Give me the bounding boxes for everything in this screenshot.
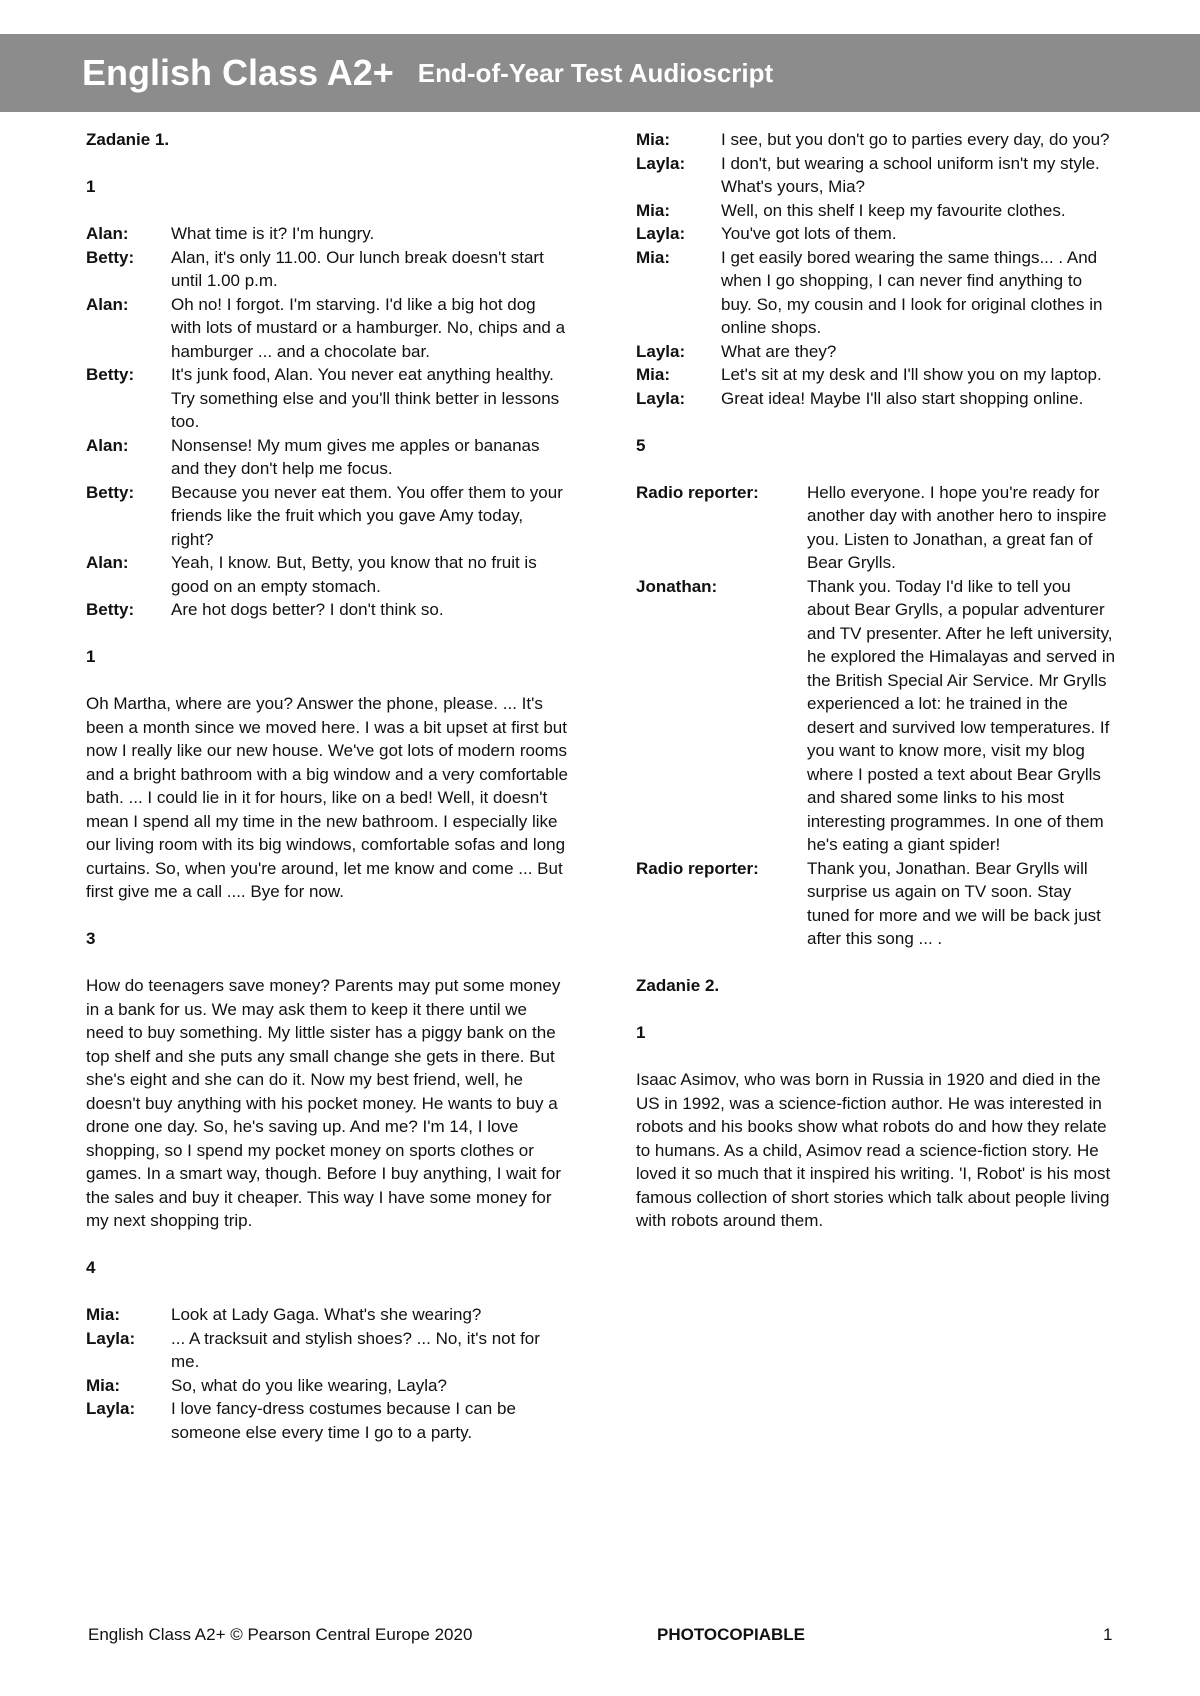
speech-text: I don't, but wearing a school uniform isn't my style. What's yours, Mia? (721, 153, 1100, 196)
speaker-label: Mia: (86, 1375, 120, 1395)
dialogue-line (86, 1374, 568, 1398)
dialogue-line (636, 199, 1116, 223)
speaker-label: Mia: (86, 1305, 120, 1324)
speech-text: ... A tracksuit and stylish shoes? ... No, it's not for me. (171, 1328, 540, 1371)
speech-text: So, what do you like wearing, Layla? (171, 1375, 447, 1395)
section-heading-zadanie-2: Zadanie 2. (636, 976, 720, 995)
page-number: 1 (1103, 1625, 1113, 1644)
speech-text: Well, on this shelf I keep my favourite clothes. (721, 200, 1066, 220)
speech-text: What are they? (721, 341, 837, 361)
dialogue-line (636, 152, 1116, 199)
dialogue-line (636, 481, 1116, 575)
dialogue-part-4 (86, 1303, 568, 1444)
dialogue-line (636, 340, 1116, 364)
monologue-paragraph: Oh Martha, where are you? Answer the phone, please. ... It's been a month since we moved here. I was a bit upset at first but now I really like our new house. We've got lots of modern rooms and a bright bathroom with a big window and a very comfortable bath. ... I could lie in it for hours, like on a bed! Well, it doesn't mean I spend all my time in the new bathroom. I especially like our living room with its big windows, comfortable sofas and long curtains. So, when you're around, let me know and come ... But first give me a call .... Bye for now. (86, 694, 568, 901)
speech-text: Hello everyone. I hope you're ready for another day with another hero to inspire you. Listen to Jonathan, a great fan of Bear Grylls. (807, 482, 1107, 572)
speech-text: It's junk food, Alan. You never eat anything healthy. Try something else and you'll think better in lessons too. (171, 365, 560, 431)
speech-text: Let's sit at my desk and I'll show you on my laptop. (721, 365, 1102, 384)
part-number: 1 (636, 1023, 646, 1042)
part-number: 3 (86, 929, 96, 948)
speech-text: Look at Lady Gaga. What's she wearing? (171, 1305, 482, 1324)
speaker-label: Alan: (86, 435, 129, 455)
speaker-label: Layla: (86, 1328, 136, 1348)
speech-text: I get easily bored wearing the same things... . And when I go shopping, I can never find anything to buy. So, my cousin and I look for original clothes in online shops. (721, 247, 1103, 337)
part-number: 4 (86, 1258, 96, 1277)
dialogue-part-1 (86, 222, 568, 622)
footer-photocopiable: PHOTOCOPIABLE (657, 1625, 805, 1644)
dialogue-line (636, 128, 1116, 152)
dialogue-line (636, 222, 1116, 246)
part-number: 1 (86, 647, 96, 666)
dialogue-line (636, 857, 1116, 951)
speech-text: Alan, it's only 11.00. Our lunch break doesn't start until 1.00 p.m. (171, 247, 544, 290)
speaker-label: Jonathan: (636, 576, 718, 596)
dialogue-line (86, 1327, 568, 1374)
dialogue-line (86, 1397, 568, 1444)
dialogue-line (86, 434, 568, 481)
speaker-label: Mia: (636, 247, 670, 267)
dialogue-line (86, 222, 568, 246)
dialogue-line (86, 246, 568, 293)
speech-text: Thank you. Today I'd like to tell you about Bear Grylls, a popular adventurer and TV presenter. After he left university, he explored the Himalayas and served in the British Special Air Service. Mr Grylls experienced a lot: he trained in the desert and survived low temperatures. If you want to know more, visit my blog where I posted a text about Bear Grylls and shared some links to his most interesting programmes. In one of them he's eating a giant spider! (807, 576, 1116, 854)
dialogue-line (636, 387, 1116, 411)
speech-text: You've got lots of them. (721, 224, 897, 243)
speech-text: What time is it? I'm hungry. (171, 224, 375, 243)
page-header (0, 34, 1200, 112)
speech-text: Yeah, I know. But, Betty, you know that no fruit is good on an empty stomach. (171, 553, 537, 596)
speech-text: Nonsense! My mum gives me apples or bananas and they don't help me focus. (171, 435, 540, 478)
speaker-label: Layla: (636, 388, 686, 408)
speech-text: Because you never eat them. You offer them to your friends like the fruit which you gave Amy today, right? (171, 482, 563, 549)
speaker-label: Layla: (636, 153, 686, 173)
dialogue-line (86, 551, 568, 598)
footer-copyright: English Class A2+ © Pearson Central Europe 2020 (88, 1625, 473, 1644)
dialogue-line (86, 598, 568, 622)
speech-text: I see, but you don't go to parties every day, do you? (721, 130, 1110, 149)
monologue-paragraph: How do teenagers save money? Parents may put some money in a bank for us. We may ask them to keep it there until we need to buy something. My little sister has a piggy bank on the top shelf and she puts any small change she gets in there. But she's eight and she can do it. Now my best friend, well, he doesn't buy anything with his pocket money. He wants to buy a drone one day. So, he's saving up. And me? I'm 14, I love shopping, so I spend my pocket money on sports clothes or games. In a smart way, though. Before I buy anything, I wait for the sales and buy it cheaper. This way I have some money for my next shopping trip. (86, 976, 561, 1230)
speaker-label: Betty: (86, 600, 135, 619)
speaker-label: Radio reporter: (636, 482, 759, 502)
speaker-label: Mia: (636, 130, 670, 149)
speaker-label: Betty: (86, 247, 135, 267)
dialogue-part-4-continued (636, 128, 1116, 410)
speech-text: Are hot dogs better? I don't think so. (171, 600, 444, 619)
dialogue-line (86, 1303, 568, 1327)
dialogue-line (86, 363, 568, 434)
speaker-label: Betty: (86, 482, 135, 502)
section-heading-zadanie-1: Zadanie 1. (86, 130, 170, 149)
speaker-label: Layla: (636, 341, 686, 361)
left-column (86, 128, 568, 1468)
dialogue-line (86, 481, 568, 552)
speech-text: Thank you, Jonathan. Bear Grylls will surprise us again on TV soon. Stay tuned for more and we will be back just after this song ... . (807, 858, 1101, 948)
monologue-paragraph: Isaac Asimov, who was born in Russia in 1920 and died in the US in 1992, was a science-fiction author. He was interested in robots and his books show what robots do and how they relate to humans. As a child, Asimov read a science-fiction story. He loved it so much that it inspired his writing. 'I, Robot' is his most famous collection of short stories which talk about people living with robots around them. (636, 1070, 1111, 1230)
speaker-label: Alan: (86, 294, 129, 314)
dialogue-line (636, 575, 1116, 857)
document-title: English Class A2+ (82, 52, 394, 93)
speech-text: Great idea! Maybe I'll also start shopping online. (721, 388, 1084, 408)
speech-text: I love fancy-dress costumes because I can be someone else every time I go to a party. (171, 1399, 516, 1442)
part-number: 5 (636, 435, 646, 455)
speaker-label: Radio reporter: (636, 858, 759, 878)
document-subtitle: End-of-Year Test Audioscript (417, 57, 774, 88)
speaker-label: Layla: (636, 224, 686, 243)
part-number: 1 (86, 177, 96, 196)
right-column (636, 128, 1116, 1256)
speaker-label: Alan: (86, 553, 129, 572)
speaker-label: Alan: (86, 224, 129, 243)
dialogue-line (636, 363, 1116, 387)
speaker-label: Mia: (636, 200, 670, 220)
dialogue-line (86, 293, 568, 364)
dialogue-part-5 (636, 481, 1116, 951)
dialogue-line (636, 246, 1116, 340)
speech-text: Oh no! I forgot. I'm starving. I'd like a big hot dog with lots of mustard or a hamburger. No, chips and a hamburger ... and a chocolate bar. (171, 294, 566, 361)
speaker-label: Betty: (86, 365, 135, 384)
speaker-label: Layla: (86, 1399, 136, 1418)
speaker-label: Mia: (636, 365, 670, 384)
